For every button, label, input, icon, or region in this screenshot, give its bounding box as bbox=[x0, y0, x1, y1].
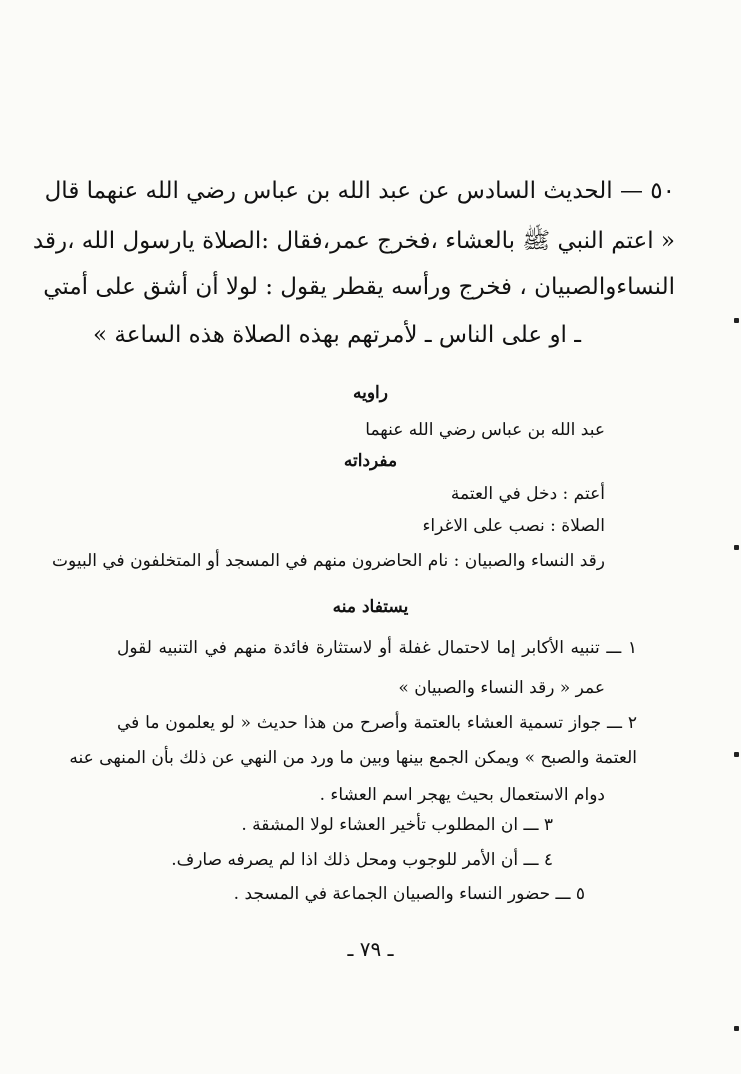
narrator-heading: راويه bbox=[353, 383, 388, 403]
vocab-item-2: الصلاة : نصب على الاغراء bbox=[422, 516, 605, 536]
edge-speck bbox=[734, 1026, 739, 1031]
benefit-5: ٥ ـــ حضور النساء والصبيان الجماعة في المسجد . bbox=[233, 884, 585, 904]
benefit-4: ٤ ـــ أن الأمر للوجوب ومحل ذلك اذا لم يصرفه صارف. bbox=[171, 850, 553, 870]
benefit-3: ٣ ـــ ان المطلوب تأخير العشاء لولا المشقة . bbox=[241, 815, 553, 835]
edge-speck bbox=[734, 545, 739, 550]
hadith-line-4: ـ او على الناس ـ لأمرتهم بهذه الصلاة هذه الساعة » bbox=[93, 322, 581, 348]
narrator-text: عبد الله بن عباس رضي الله عنهما bbox=[365, 420, 605, 440]
benefit-2-line-3: دوام الاستعمال بحيث يهجر اسم العشاء . bbox=[319, 785, 605, 805]
hadith-line-2: « اعتم النبي ﷺ بالعشاء ،فخرج عمر،فقال :الصلاة يارسول الله ،رقد bbox=[32, 228, 675, 254]
vocab-item-1: أعتم : دخل في العتمة bbox=[450, 484, 605, 504]
benefit-2-line-2: العتمة والصبح » ويمكن الجمع بينها وبين ما ورد من النهي عن ذلك بأن المنهى عنه bbox=[69, 748, 637, 768]
benefits-heading: يستفاد منه bbox=[332, 597, 409, 617]
page-number: ـ ٧٩ ـ bbox=[347, 937, 394, 961]
vocab-heading: مفرداته bbox=[343, 451, 398, 471]
hadith-line-1: ٥٠ — الحديث السادس عن عبد الله بن عباس رضي الله عنهما قال bbox=[44, 178, 675, 204]
benefit-1-line-2: عمر « رقد النساء والصبيان » bbox=[398, 678, 605, 698]
edge-speck bbox=[734, 752, 739, 757]
vocab-item-3: رقد النساء والصبيان : نام الحاضرون منهم في المسجد أو المتخلفون في البيوت bbox=[52, 551, 605, 571]
benefit-1-line-1: ١ ـــ تنبيه الأكابر إما لاحتمال غفلة أو لاستثارة فائدة منهم في التنبيه لقول bbox=[117, 638, 637, 658]
hadith-line-3: النساءوالصبيان ، فخرج ورأسه يقطر يقول : لولا أن أشق على أمتي bbox=[43, 274, 675, 300]
benefit-2-line-1: ٢ ـــ جواز تسمية العشاء بالعتمة وأصرح من هذا حديث « لو يعلمون ما في bbox=[117, 713, 637, 733]
edge-speck bbox=[734, 318, 739, 323]
